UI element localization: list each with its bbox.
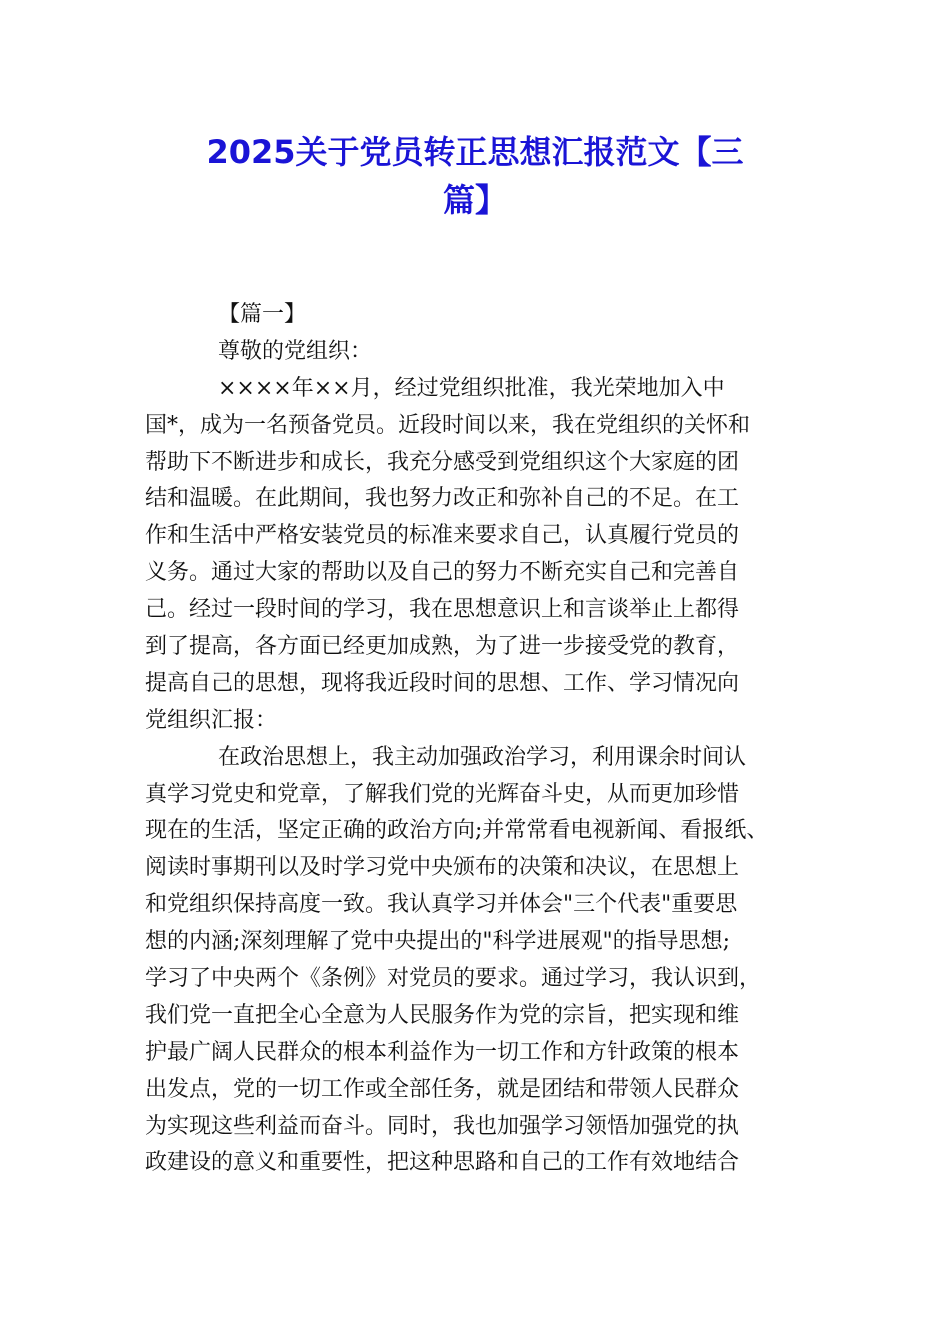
body-line: 提高自己的思想，现将我近段时间的思想、工作、学习情况向 (145, 670, 740, 696)
body-line: ××××年××月，经过党组织批准，我光荣地加入中 (218, 375, 725, 401)
body-line: 和党组织保持高度一致。我认真学习并体会"三个代表"重要思 (145, 892, 738, 918)
body-line: 结和温暖。在此期间，我也努力改正和弥补自己的不足。在工 (145, 486, 740, 512)
document-title-line-1: 2025关于党员转正思想汇报范文【三 (206, 133, 744, 171)
body-line: 现在的生活，坚定正确的政治方向;并常常看电视新闻、看报纸、 (145, 818, 769, 844)
document-body (145, 297, 825, 1182)
body-line: 真学习党史和党章，了解我们党的光辉奋斗史，从而更加珍惜 (145, 781, 740, 807)
body-line: 国*，成为一名预备党员。近段时间以来，我在党组织的关怀和 (145, 412, 751, 438)
body-line: 到了提高，各方面已经更加成熟，为了进一步接受党的教育， (145, 634, 740, 660)
body-line: 义务。通过大家的帮助以及自己的努力不断充实自己和完善自 (145, 560, 740, 586)
body-line: 作和生活中严格安装党员的标准来要求自己，认真履行党员的 (145, 523, 740, 549)
body-line: 政建设的意义和重要性，把这种思路和自己的工作有效地结合 (145, 1150, 740, 1176)
body-line: 己。经过一段时间的学习，我在思想意识上和言谈举止上都得 (145, 597, 740, 623)
body-line: 党组织汇报： (145, 707, 278, 733)
body-line: 我们党一直把全心全意为人民服务作为党的宗旨，把实现和维 (145, 1002, 740, 1028)
body-line: 出发点，党的一切工作或全部任务，就是团结和带领人民群众 (145, 1076, 740, 1102)
body-line: 学习了中央两个《条例》对党员的要求。通过学习，我认识到， (145, 966, 762, 992)
body-line: 帮助下不断进步和成长，我充分感受到党组织这个大家庭的团 (145, 449, 740, 475)
body-line: 想的内涵;深刻理解了党中央提出的"科学进展观"的指导思想; (145, 929, 731, 955)
body-line: 尊敬的党组织： (218, 338, 373, 364)
body-line: 为实现这些利益而奋斗。同时，我也加强学习领悟加强党的执 (145, 1113, 740, 1139)
body-line: 在政治思想上，我主动加强政治学习，利用课余时间认 (218, 744, 747, 770)
body-line: 阅读时事期刊以及时学习党中央颁布的决策和决议，在思想上 (145, 855, 740, 881)
document-title-line-2: 篇】 (442, 181, 507, 219)
body-line: 护最广阔人民群众的根本利益作为一切工作和方针政策的根本 (145, 1039, 740, 1065)
body-line: 【篇一】 (218, 302, 307, 327)
